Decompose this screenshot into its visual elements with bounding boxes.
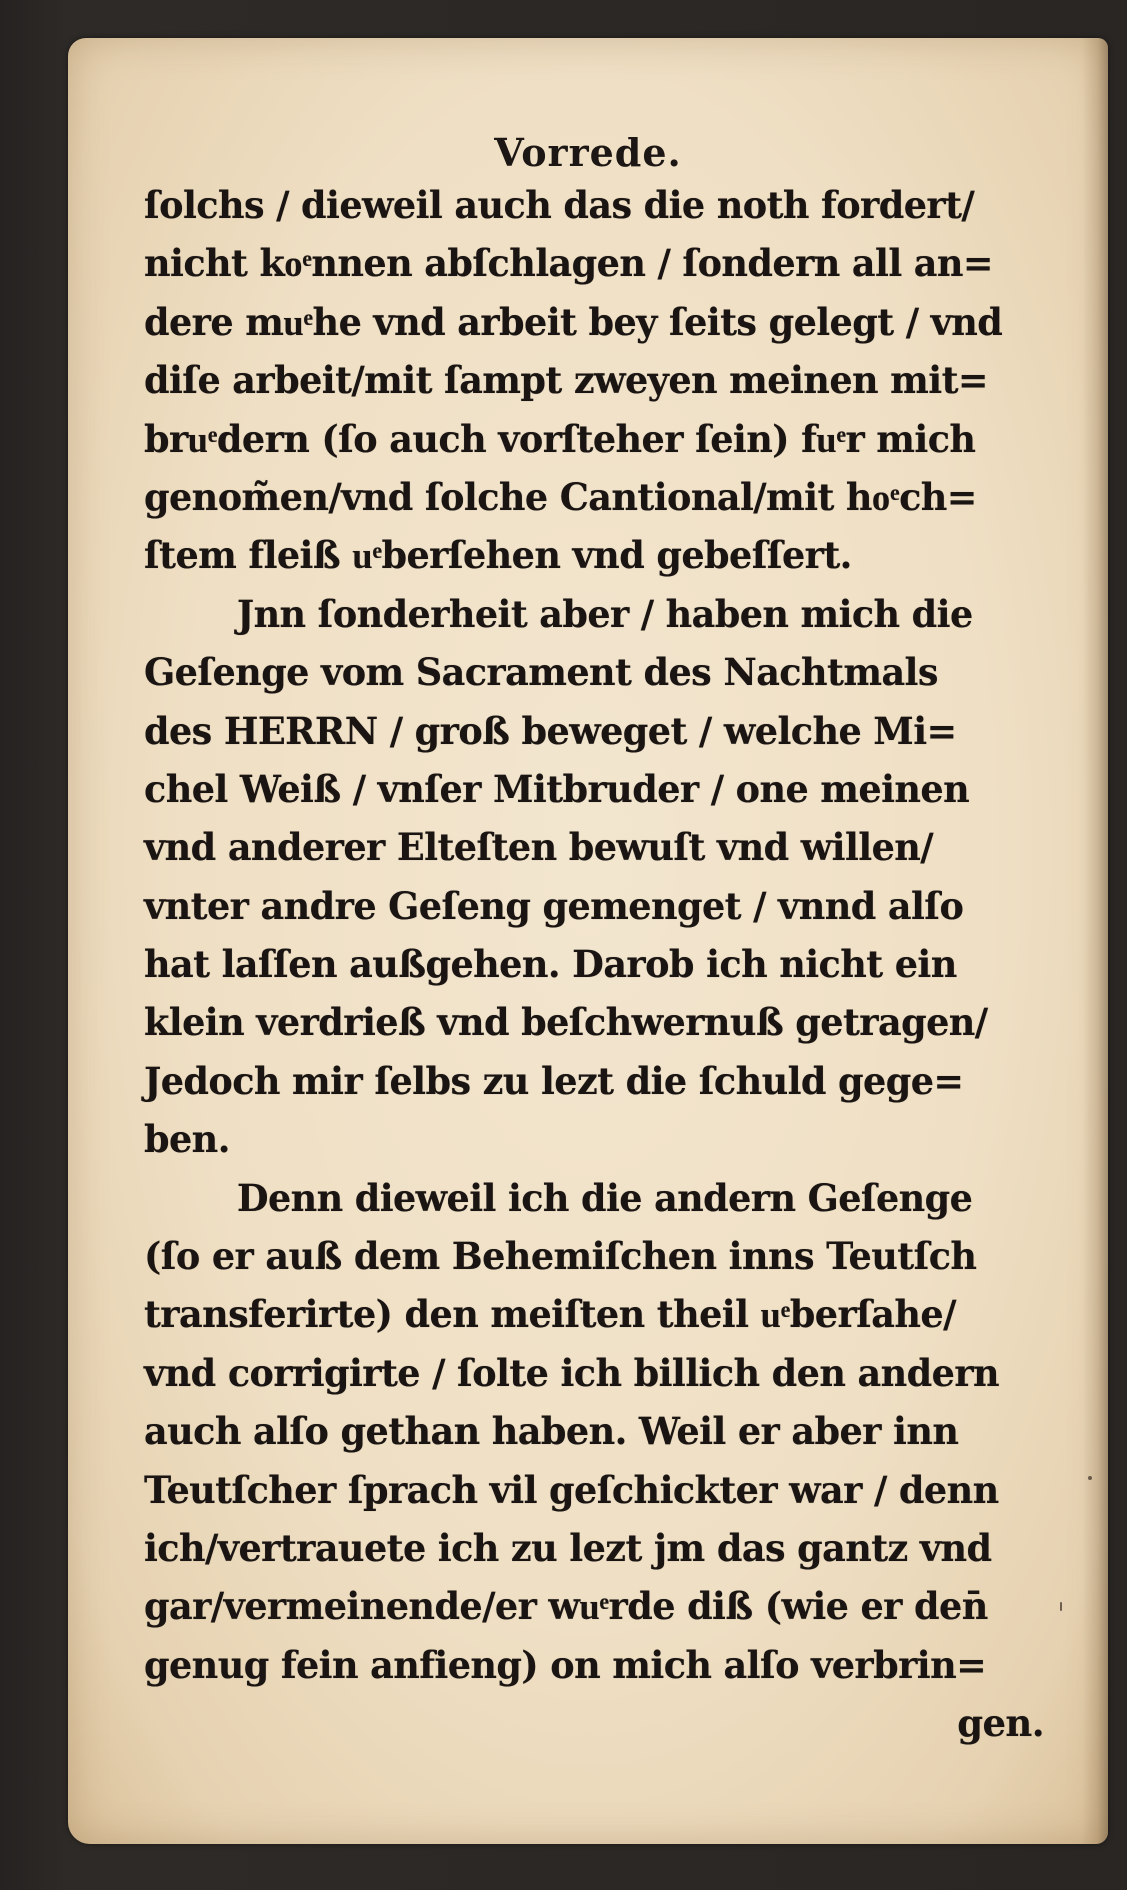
catchword: gen. xyxy=(957,1701,1044,1746)
text-line: Jedoch mir ſelbs zu lezt die ſchuld gege= xyxy=(144,1058,964,1103)
text-line: dere muͤhe vnd arbeit bey ſeits gelegt / vnd xyxy=(144,299,1003,344)
text-line: gar/vermeinende/er wuͤrde diß (wie er den̄ xyxy=(144,1584,988,1629)
body-text xyxy=(144,176,1064,1753)
text-line: ich/vertrauete ich zu lezt jm das gantz vnd xyxy=(144,1525,992,1570)
text-line: auch alſo gethan haben. Weil er aber inn xyxy=(144,1409,959,1454)
text-line: bruͤdern (ſo auch vorſteher ſein) fuͤr mich xyxy=(144,416,976,461)
ink-speck xyxy=(1088,1476,1092,1480)
text-line: ben. xyxy=(144,1117,230,1162)
text-line: Denn dieweil ich die andern Geſenge xyxy=(236,1175,973,1220)
text-line: vnd corrigirte / ſolte ich billich den andern xyxy=(144,1350,1000,1395)
text-line: genom̃en/vnd ſolche Cantional/mit hoͤch= xyxy=(144,474,977,519)
ink-speck xyxy=(1060,1602,1062,1611)
text-line: diſe arbeit/mit ſampt zweyen meinen mit= xyxy=(144,358,988,403)
text-line: (ſo er auß dem Behemiſchen inns Teutſch xyxy=(144,1234,977,1279)
text-line: ſtem fleiß uͤberſehen vnd gebeſſert. xyxy=(144,533,852,578)
text-line: hat laſſen außgehen. Darob ich nicht ein xyxy=(144,942,957,987)
text-line: Geſenge vom Sacrament des Nachtmals xyxy=(144,650,938,695)
text-line: klein verdrieß vnd beſchwernuß getragen/ xyxy=(144,1000,988,1045)
page-fore-edge xyxy=(1082,38,1108,1844)
text-line: vnter andre Geſeng gemenget / vnnd alſo xyxy=(144,883,964,928)
text-line: vnd anderer Elteſten bewuſt vnd willen/ xyxy=(144,825,934,870)
text-line: nicht koͤnnen abſchlagen / ſondern all an= xyxy=(144,241,993,286)
running-head: Vorrede. xyxy=(494,130,682,175)
text-line: Teutſcher ſprach vil geſchickter war / denn xyxy=(144,1467,999,1512)
text-line: des HERRN / groß beweget / welche Mi= xyxy=(144,708,957,753)
text-line: chel Weiß / vnſer Mitbruder / one meinen xyxy=(144,766,970,811)
text-line: ſolchs / dieweil auch das die noth fordert/ xyxy=(144,183,975,227)
text-line: transferirte) den meiſten theil uͤberſahe/ xyxy=(144,1292,956,1337)
text-line: genug fein anfieng) on mich alſo verbrin= xyxy=(144,1642,987,1687)
text-line: Jnn ſonderheit aber / haben mich die xyxy=(236,591,973,636)
